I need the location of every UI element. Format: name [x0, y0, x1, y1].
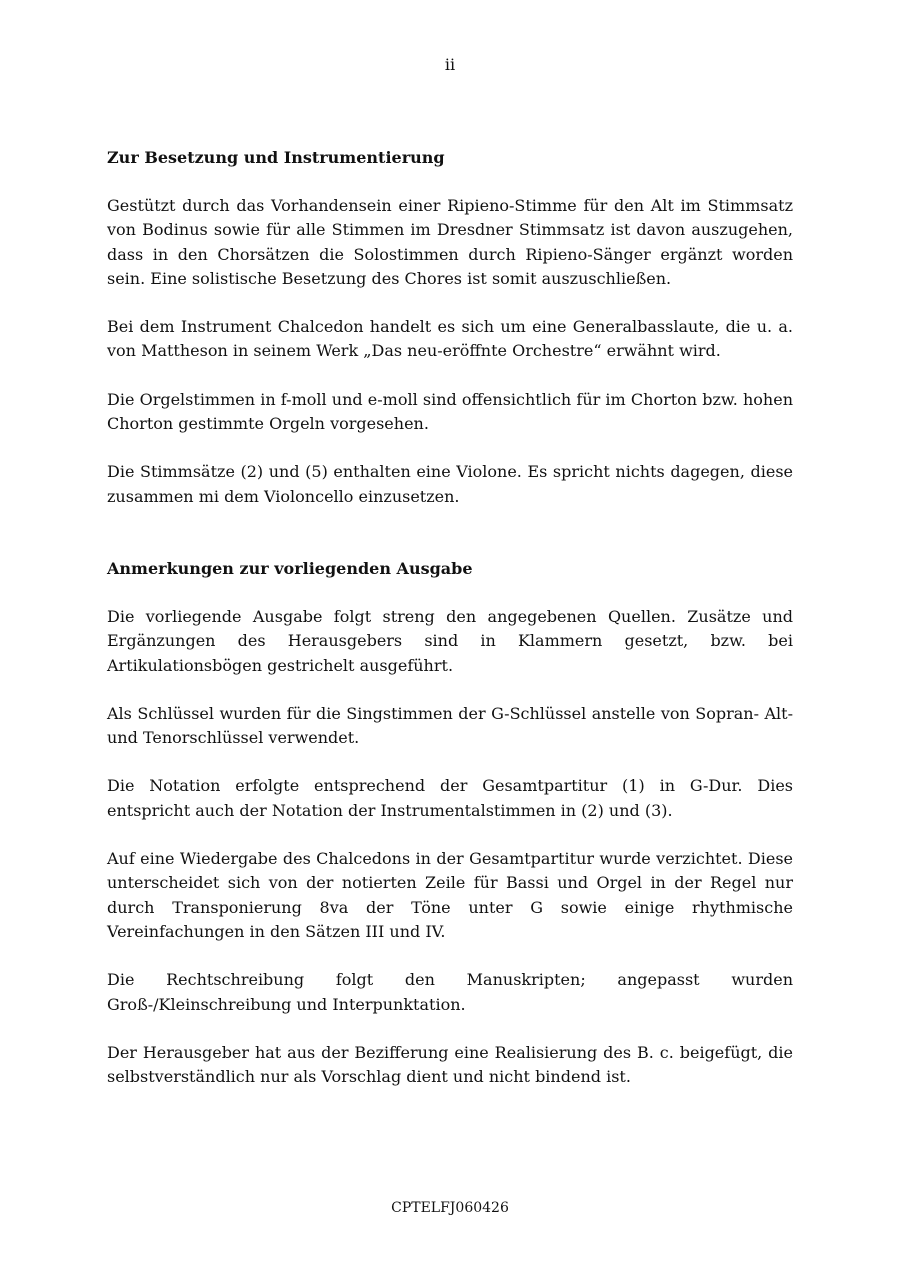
paragraph: Die Notation erfolgte entsprechend der Gesamtpartitur (1) in G-Dur. Dies entspricht auch der Notation der Instrumentalstimmen in (2) und (3).	[107, 776, 793, 820]
paragraph: Gestützt durch das Vorhandensein einer Ripieno-Stimme für den Alt im Stimmsatz von Bodinus sowie für alle Stimmen im Dresdner Stimmsatz ist davon auszugehen, dass in den Chorsätzen die Solostimmen durch Ripieno-Sänger ergänzt worden sein. Eine solistische Besetzung des Chores ist somit auszuschließen.	[107, 196, 793, 288]
paragraph: Auf eine Wiedergabe des Chalcedons in der Gesamtpartitur wurde verzichtet. Diese unterscheidet sich von der notierten Zeile für Bassi und Orgel in der Regel nur durch Transponierung 8va der Töne unter G sowie einige rhythmische Vereinfachungen in den Sätzen III und IV.	[107, 849, 793, 941]
paragraph: Die Rechtschreibung folgt den Manuskripten; angepasst wurden Groß-/Kleinschreibung und Interpunktation.	[107, 970, 793, 1014]
document-body	[107, 146, 793, 1113]
page-number: ii	[444, 55, 456, 74]
footer-catalog-code: CPTELFJ060426	[391, 1200, 509, 1216]
paragraph: Bei dem Instrument Chalcedon handelt es sich um eine Generalbasslaute, die u. a. von Mattheson in seinem Werk „Das neu-eröffnte Orchestre“ erwähnt wird.	[107, 317, 793, 361]
paragraph: Die Stimmsätze (2) und (5) enthalten eine Violone. Es spricht nichts dagegen, diese zusammen mi dem Violoncello einzusetzen.	[107, 462, 793, 506]
paragraph: Als Schlüssel wurden für die Singstimmen der G-Schlüssel anstelle von Sopran- Alt- und Tenorschlüssel verwendet.	[107, 703, 793, 748]
paragraph: Die vorliegende Ausgabe folgt streng den angegebenen Quellen. Zusätze und Ergänzungen des Herausgebers sind in Klammern gesetzt, bzw. bei Artikulationsbögen gestrichelt ausgeführt.	[107, 606, 793, 675]
paragraph: Der Herausgeber hat aus der Bezifferung eine Realisierung des B. c. beigefügt, die selbstverständlich nur als Vorschlag dient und nicht bindend ist.	[107, 1042, 793, 1087]
section-title-besetzung: Zur Besetzung und Instrumentierung	[107, 148, 445, 167]
section-divider-space	[107, 533, 793, 557]
paragraph: Die Orgelstimmen in f-moll und e-moll sind offensichtlich für im Chorton bzw. hohen Chorton gestimmte Orgeln vorgesehen.	[107, 389, 793, 434]
section-title-anmerkungen: Anmerkungen zur vorliegenden Ausgabe	[107, 558, 473, 578]
